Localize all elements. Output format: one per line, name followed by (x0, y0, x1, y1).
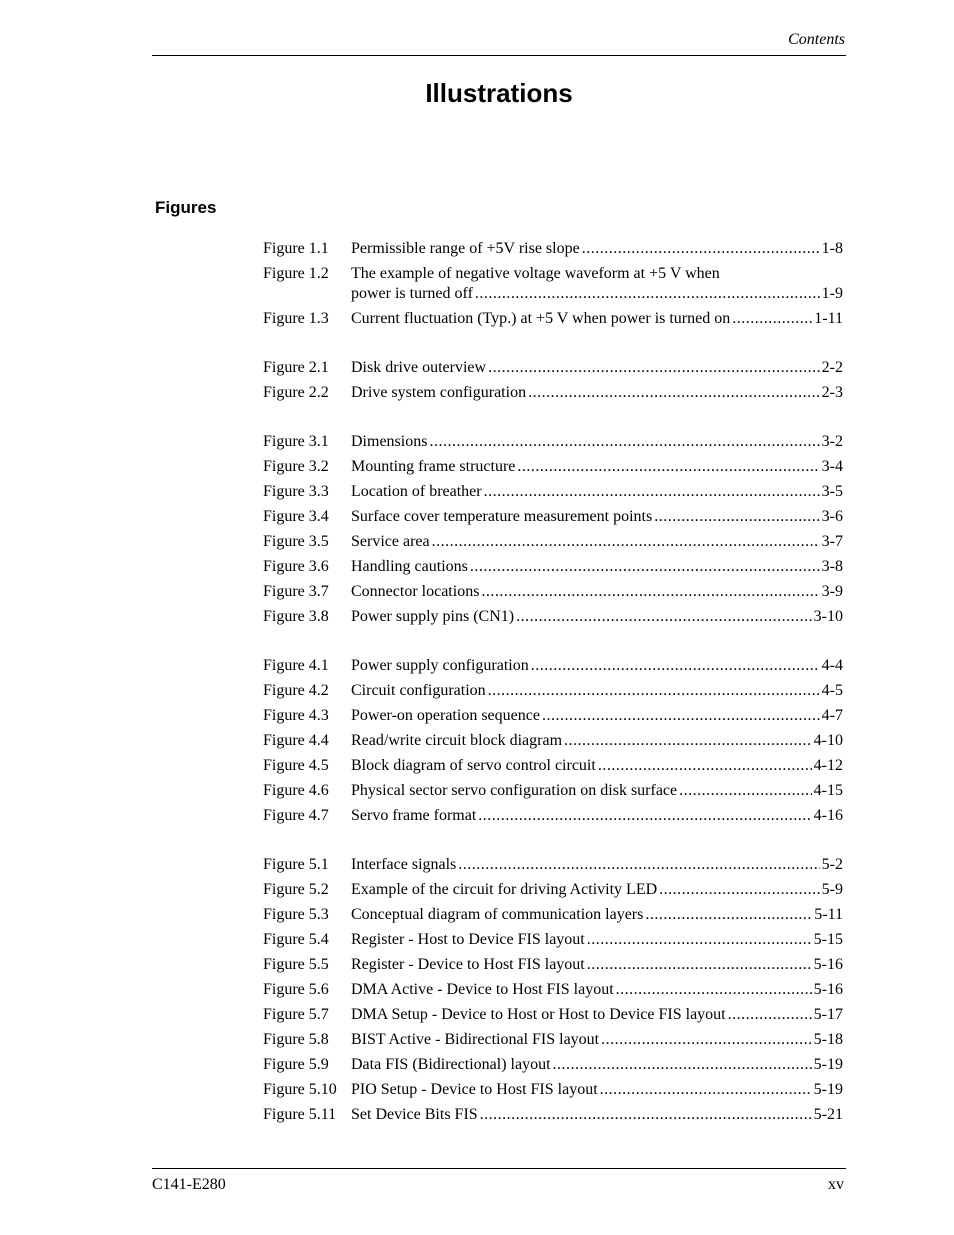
page-ref: 4-12 (813, 757, 843, 774)
page-ref: 2-3 (821, 384, 843, 401)
figure-number: Figure 3.8 (263, 608, 329, 625)
page-ref: 3-7 (821, 533, 843, 550)
figure-entry[interactable] (263, 554, 843, 579)
figure-title: Power-on operation sequence (351, 707, 540, 724)
figure-number: Figure 1.2 (263, 265, 329, 282)
figure-list (263, 236, 843, 1151)
section-title: Figures (155, 198, 217, 217)
figure-entry[interactable] (263, 977, 843, 1002)
figure-number: Figure 5.10 (263, 1081, 337, 1098)
page-ref: 3-9 (821, 583, 843, 600)
figure-title: DMA Setup - Device to Host or Host to Device FIS layout (351, 1006, 726, 1023)
figure-title: BIST Active - Bidirectional FIS layout (351, 1031, 600, 1048)
dot-leader (645, 902, 812, 927)
page-ref: 4-5 (821, 682, 843, 699)
page-ref: 3-4 (821, 458, 843, 475)
page-ref: 5-19 (813, 1081, 843, 1098)
figure-entry[interactable] (263, 504, 843, 529)
figure-title: Block diagram of servo control circuit (351, 757, 596, 774)
figure-group (263, 653, 843, 828)
dot-leader (553, 1052, 812, 1077)
figure-number: Figure 5.3 (263, 906, 329, 923)
page-number: xv (828, 1176, 844, 1193)
dot-leader (531, 653, 820, 678)
dot-leader (659, 877, 820, 902)
figure-title: Handling cautions (351, 558, 468, 575)
figure-title: Disk drive outerview (351, 359, 487, 376)
figure-title: Dimensions (351, 433, 428, 450)
page-title: Illustrations (425, 78, 573, 108)
page-ref: 3-2 (821, 433, 843, 450)
figure-title: Servo frame format (351, 807, 477, 824)
figure-title: Drive system configuration (351, 384, 527, 401)
dot-leader (470, 554, 820, 579)
dot-leader (587, 952, 812, 977)
figure-entry[interactable] (263, 1027, 843, 1052)
page-ref: 5-16 (813, 956, 843, 973)
dot-leader (616, 977, 812, 1002)
figure-title: Service area (351, 533, 430, 550)
page-ref: 4-4 (821, 657, 843, 674)
dot-leader (564, 728, 812, 753)
page-ref: 5-15 (813, 931, 843, 948)
dot-leader (582, 236, 820, 261)
figure-entry[interactable] (263, 703, 843, 728)
figure-title: Mounting frame structure (351, 458, 516, 475)
figure-group (263, 355, 843, 405)
figure-title: Set Device Bits FIS (351, 1106, 478, 1123)
figure-number: Figure 3.1 (263, 433, 329, 450)
dot-leader (481, 579, 819, 604)
dot-leader (587, 927, 812, 952)
figure-number: Figure 3.5 (263, 533, 329, 550)
dot-leader (478, 803, 811, 828)
figure-entry[interactable] (263, 236, 843, 261)
page-ref: 4-7 (821, 707, 843, 724)
page-ref: 3-6 (821, 508, 843, 525)
page-ref: 5-21 (813, 1106, 843, 1123)
figure-title-line1: The example of negative voltage waveform at +5 V when (351, 265, 720, 282)
figure-number: Figure 4.6 (263, 782, 329, 799)
figure-entry[interactable] (263, 852, 843, 877)
figure-number: Figure 5.8 (263, 1031, 329, 1048)
figure-title: Power supply pins (CN1) (351, 608, 515, 625)
figure-entry[interactable] (263, 529, 843, 554)
page-ref: 5-17 (813, 1006, 843, 1023)
figure-title: Physical sector servo configuration on disk surface (351, 782, 678, 799)
page-ref: 3-8 (821, 558, 843, 575)
figure-number: Figure 5.5 (263, 956, 329, 973)
figure-entry[interactable] (263, 355, 843, 380)
figure-entry[interactable] (263, 579, 843, 604)
figure-title: Permissible range of +5V rise slope (351, 240, 580, 257)
dot-leader (601, 1027, 812, 1052)
footer-rule (152, 1168, 846, 1169)
dot-leader (732, 306, 812, 331)
page-ref: 4-15 (813, 782, 843, 799)
figure-entry[interactable] (263, 1077, 843, 1102)
figure-title: Register - Host to Device FIS layout (351, 931, 585, 948)
dot-leader (432, 529, 820, 554)
figure-entry[interactable] (263, 1052, 843, 1077)
figure-entry[interactable] (263, 604, 843, 629)
dot-leader (475, 284, 820, 304)
dot-leader (488, 355, 820, 380)
figure-entry[interactable] (263, 380, 843, 405)
dot-leader (516, 604, 812, 629)
figure-title: PIO Setup - Device to Host FIS layout (351, 1081, 598, 1098)
page-ref: 4-16 (813, 807, 843, 824)
figure-number: Figure 5.11 (263, 1106, 337, 1123)
dot-leader (517, 454, 819, 479)
dot-leader (654, 504, 819, 529)
figure-title: Conceptual diagram of communication layers (351, 906, 644, 923)
dot-leader (542, 703, 820, 728)
dot-leader (429, 429, 819, 454)
figure-entry[interactable] (263, 1102, 843, 1127)
figure-number: Figure 3.7 (263, 583, 329, 600)
figure-number: Figure 4.5 (263, 757, 329, 774)
dot-leader (480, 1102, 812, 1127)
figure-entry[interactable] (263, 653, 843, 678)
figure-title: Register - Device to Host FIS layout (351, 956, 585, 973)
figure-entry[interactable] (263, 952, 843, 977)
figure-title: power is turned off (351, 285, 473, 302)
figure-entry[interactable] (263, 1002, 843, 1027)
dot-leader (600, 1077, 812, 1102)
figure-title: Read/write circuit block diagram (351, 732, 563, 749)
figure-group (263, 236, 843, 331)
figure-number: Figure 4.2 (263, 682, 329, 699)
figure-title: Current fluctuation (Typ.) at +5 V when power is turned on (351, 310, 731, 327)
page-ref: 3-5 (821, 483, 843, 500)
figure-number: Figure 3.4 (263, 508, 329, 525)
figure-entry[interactable] (263, 454, 843, 479)
figure-number: Figure 5.1 (263, 856, 329, 873)
figure-number: Figure 4.7 (263, 807, 329, 824)
document-id: C141-E280 (152, 1176, 226, 1193)
figure-title: Circuit configuration (351, 682, 486, 699)
figure-number: Figure 4.1 (263, 657, 329, 674)
figure-entry[interactable] (263, 778, 843, 803)
figure-entry[interactable] (263, 678, 843, 703)
figure-number: Figure 3.6 (263, 558, 329, 575)
figure-number: Figure 5.9 (263, 1056, 329, 1073)
figure-title: Data FIS (Bidirectional) layout (351, 1056, 551, 1073)
figure-entry[interactable] (263, 429, 843, 454)
figure-number: Figure 1.1 (263, 240, 329, 257)
figure-entry[interactable] (263, 264, 843, 304)
dot-leader (728, 1002, 812, 1027)
dot-leader (528, 380, 820, 405)
figure-entry[interactable] (263, 728, 843, 753)
figure-entry[interactable] (263, 902, 843, 927)
page-ref: 4-10 (813, 732, 843, 749)
dot-leader (598, 753, 812, 778)
figure-number: Figure 4.3 (263, 707, 329, 724)
page-ref: 1-8 (821, 240, 843, 257)
figure-entry[interactable] (263, 753, 843, 778)
page-ref: 3-10 (813, 608, 843, 625)
figure-number: Figure 5.4 (263, 931, 329, 948)
figure-entry[interactable] (263, 479, 843, 504)
page-ref: 5-18 (813, 1031, 843, 1048)
page-ref: 5-9 (821, 881, 843, 898)
figure-entry[interactable] (263, 927, 843, 952)
page-ref: 5-2 (821, 856, 843, 873)
figure-title: DMA Active - Device to Host FIS layout (351, 981, 614, 998)
dot-leader (458, 852, 819, 877)
figure-number: Figure 3.2 (263, 458, 329, 475)
header-rule (152, 55, 846, 56)
dot-leader (488, 678, 820, 703)
figure-number: Figure 1.3 (263, 310, 329, 327)
figure-entry[interactable] (263, 803, 843, 828)
page-ref: 1-11 (814, 310, 843, 327)
figure-number: Figure 4.4 (263, 732, 329, 749)
page-ref: 2-2 (821, 359, 843, 376)
figure-title: Connector locations (351, 583, 480, 600)
page-ref: 5-16 (813, 981, 843, 998)
figure-group (263, 852, 843, 1127)
figure-number: Figure 3.3 (263, 483, 329, 500)
figure-number: Figure 2.2 (263, 384, 329, 401)
page-ref: 1-9 (821, 285, 843, 302)
figure-title: Interface signals (351, 856, 457, 873)
figure-number: Figure 2.1 (263, 359, 329, 376)
figure-number: Figure 5.7 (263, 1006, 329, 1023)
figure-title: Power supply configuration (351, 657, 529, 674)
page-ref: 5-11 (814, 906, 843, 923)
figure-title: Location of breather (351, 483, 482, 500)
figure-number: Figure 5.6 (263, 981, 329, 998)
figure-entry[interactable] (263, 306, 843, 331)
figure-entry[interactable] (263, 877, 843, 902)
dot-leader (679, 778, 812, 803)
figure-title: Surface cover temperature measurement points (351, 508, 653, 525)
dot-leader (484, 479, 820, 504)
running-head: Contents (788, 31, 845, 48)
figure-number: Figure 5.2 (263, 881, 329, 898)
page-ref: 5-19 (813, 1056, 843, 1073)
figure-title: Example of the circuit for driving Activity LED (351, 881, 658, 898)
figure-group (263, 429, 843, 629)
